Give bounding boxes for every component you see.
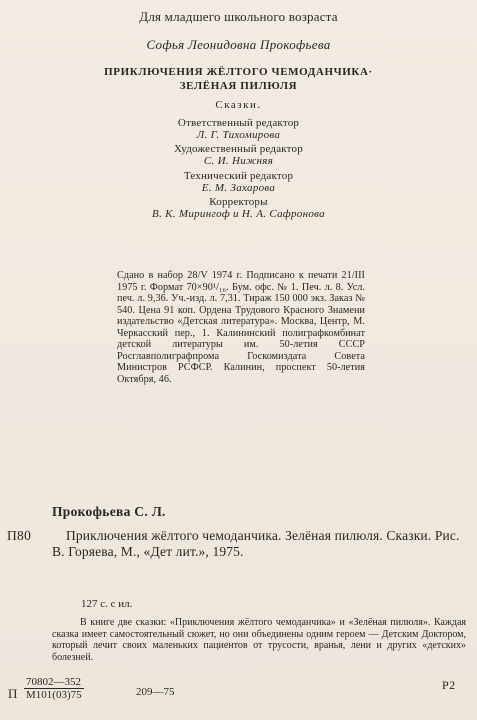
catalog-bbk-code: Р2 <box>442 678 456 692</box>
book-title-line-1: ПРИКЛЮЧЕНИЯ ЖЁЛТОГО ЧЕМОДАНЧИКА· <box>104 66 373 78</box>
credit-name-art-editor: С. И. Нижняя <box>203 155 274 167</box>
catalog-code: П80 <box>7 528 32 543</box>
catalog-summary: В книге две сказки: «Приключения жёлтого чемоданчика» и «Зелёная пилюля». Каждая сказка имеет самостоятельный сюжет, но они объединены одним героем — Детским Доктором, который лечит своих маленьких пациентов от трусости, вранья, лени и других «детских» болезней. <box>52 617 466 663</box>
credit-role-executive-editor: Ответственный редактор <box>177 117 300 129</box>
credit-name-proofreaders: В. К. Мирингоф и Н. А. Сафронова <box>152 208 325 220</box>
credit-role-proofreaders: Корректоры <box>209 196 268 208</box>
print-details <box>117 270 365 385</box>
catalog-pages: 127 с. с ил. <box>81 598 133 610</box>
credit-name-executive-editor: Л. Г. Тихомирова <box>196 129 281 141</box>
author-full-name: Софья Леонидовна Прокофьева <box>146 37 331 52</box>
catalog-index-suffix: 209—75 <box>136 686 175 698</box>
catalog-author: Прокофьева С. Л. <box>52 504 166 519</box>
print-details-text: Сдано в набор 28/V 1974 г. Подписано к печати 21/III 1975 г. Формат 70×90¹/₁₆. Бум. офс. № 1. Печ. л. 8. Усл. печ. л. 9,36. Уч.-изд. л. 7,31. Тираж 150 000 экз. Заказ № 540. Цена 91 коп. Ордена Трудового Красного Знамени издательство «Детская литература». Москва, Центр, М. Черкасский пер., 1. Калининский полиграфкомбинат детской литературы им. 50-летия СССР Росглавполиграфпрома Госкомиздата Совета Министров РСФСР. Калинин, проспект 50-летия Октября, 46. <box>117 270 365 385</box>
catalog-index-prefix: П <box>8 686 18 701</box>
book-title-line-2: ЗЕЛЁНАЯ ПИЛЮЛЯ <box>179 80 298 92</box>
catalog-fraction-denominator: М101(03)75 <box>26 689 82 701</box>
credit-name-technical-editor: Е. М. Захарова <box>201 182 276 194</box>
age-note: Для младшего школьного возраста <box>139 9 338 24</box>
credit-role-art-editor: Художественный редактор <box>174 143 303 155</box>
credit-role-technical-editor: Технический редактор <box>183 170 294 182</box>
catalog-fraction-numerator: 70802—352 <box>26 676 81 688</box>
catalog-description: Приключения жёлтого чемоданчика. Зелёная пилюля. Сказки. Рис. В. Горяева, М., «Дет лит.», 1975. <box>52 528 460 559</box>
genre-label: Сказки. <box>215 99 262 111</box>
catalog-index-fraction <box>24 676 84 701</box>
